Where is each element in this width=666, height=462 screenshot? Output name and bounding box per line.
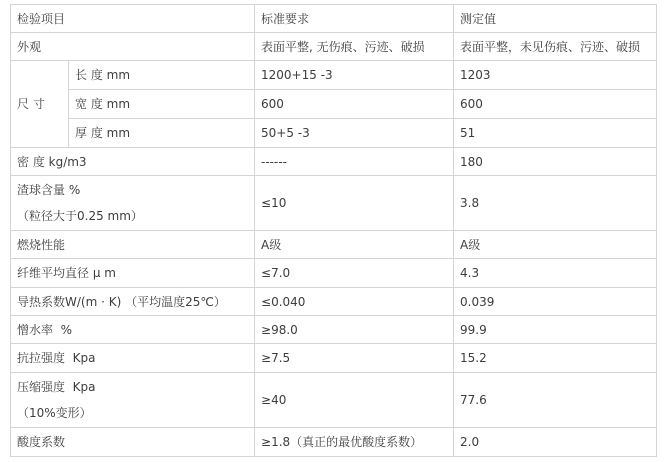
tensile-strength-label: 抗拉强度 Kpa [11, 344, 255, 373]
thermal-conductivity-measured: 0.039 [454, 288, 657, 316]
tensile-strength-measured: 15.2 [454, 344, 657, 373]
header-measured-value: 测定值 [454, 5, 657, 33]
size-group-label: 尺 寸 [11, 61, 69, 148]
acidity-coefficient-standard: ≥1.8（真正的最优酸度系数） [255, 428, 454, 457]
combustion-label: 燃烧性能 [11, 231, 255, 259]
width-standard: 600 [255, 90, 454, 119]
thermal-conductivity-standard: ≤0.040 [255, 288, 454, 316]
table-row-water-repellency [11, 316, 657, 344]
density-standard: ------ [255, 148, 454, 176]
inspection-table [10, 4, 657, 457]
table-header-row [11, 5, 657, 33]
table-row-appearance [11, 33, 657, 61]
table-row-density [11, 148, 657, 176]
density-label: 密 度 kg/m3 [11, 148, 255, 176]
length-measured: 1203 [454, 61, 657, 90]
fiber-diameter-measured: 4.3 [454, 259, 657, 288]
table-row-width [11, 90, 657, 119]
table-row-length [11, 61, 657, 90]
inspection-table-container [10, 4, 657, 457]
table-row-thermal-conductivity [11, 288, 657, 316]
thickness-measured: 51 [454, 119, 657, 148]
compressive-strength-label: 压缩强度 Kpa （10%变形） [11, 373, 255, 428]
water-repellency-standard: ≥98.0 [255, 316, 454, 344]
table-row-fiber-diameter [11, 259, 657, 288]
water-repellency-label: 憎水率 % [11, 316, 255, 344]
width-measured: 600 [454, 90, 657, 119]
table-row-combustion [11, 231, 657, 259]
compressive-strength-measured: 77.6 [454, 373, 657, 428]
slag-ball-standard: ≤10 [255, 176, 454, 231]
length-label: 长 度 mm [69, 61, 255, 90]
compressive-strength-standard: ≥40 [255, 373, 454, 428]
table-row-tensile-strength [11, 344, 657, 373]
table-row-slag-ball-content [11, 176, 657, 231]
combustion-standard: A级 [255, 231, 454, 259]
table-row-compressive-strength [11, 373, 657, 428]
fiber-diameter-label: 纤维平均直径 μ m [11, 259, 255, 288]
header-inspection-item: 检验项目 [11, 5, 255, 33]
thickness-label: 厚 度 mm [69, 119, 255, 148]
density-measured: 180 [454, 148, 657, 176]
combustion-measured: A级 [454, 231, 657, 259]
acidity-coefficient-label: 酸度系数 [11, 428, 255, 457]
width-label: 宽 度 mm [69, 90, 255, 119]
length-standard: 1200+15 -3 [255, 61, 454, 90]
appearance-standard: 表面平整, 无伤痕、污迹、破损 [255, 33, 454, 61]
fiber-diameter-standard: ≤7.0 [255, 259, 454, 288]
header-standard-requirement: 标准要求 [255, 5, 454, 33]
table-row-acidity-coefficient [11, 428, 657, 457]
appearance-measured: 表面平整，未见伤痕、污迹、破损 [454, 33, 657, 61]
thermal-conductivity-label: 导热系数W/(m · K) （平均温度25℃） [11, 288, 255, 316]
water-repellency-measured: 99.9 [454, 316, 657, 344]
tensile-strength-standard: ≥7.5 [255, 344, 454, 373]
table-row-thickness [11, 119, 657, 148]
slag-ball-label: 渣球含量 % （粒径大于0.25 mm） [11, 176, 255, 231]
acidity-coefficient-measured: 2.0 [454, 428, 657, 457]
slag-ball-measured: 3.8 [454, 176, 657, 231]
appearance-label: 外观 [11, 33, 255, 61]
thickness-standard: 50+5 -3 [255, 119, 454, 148]
